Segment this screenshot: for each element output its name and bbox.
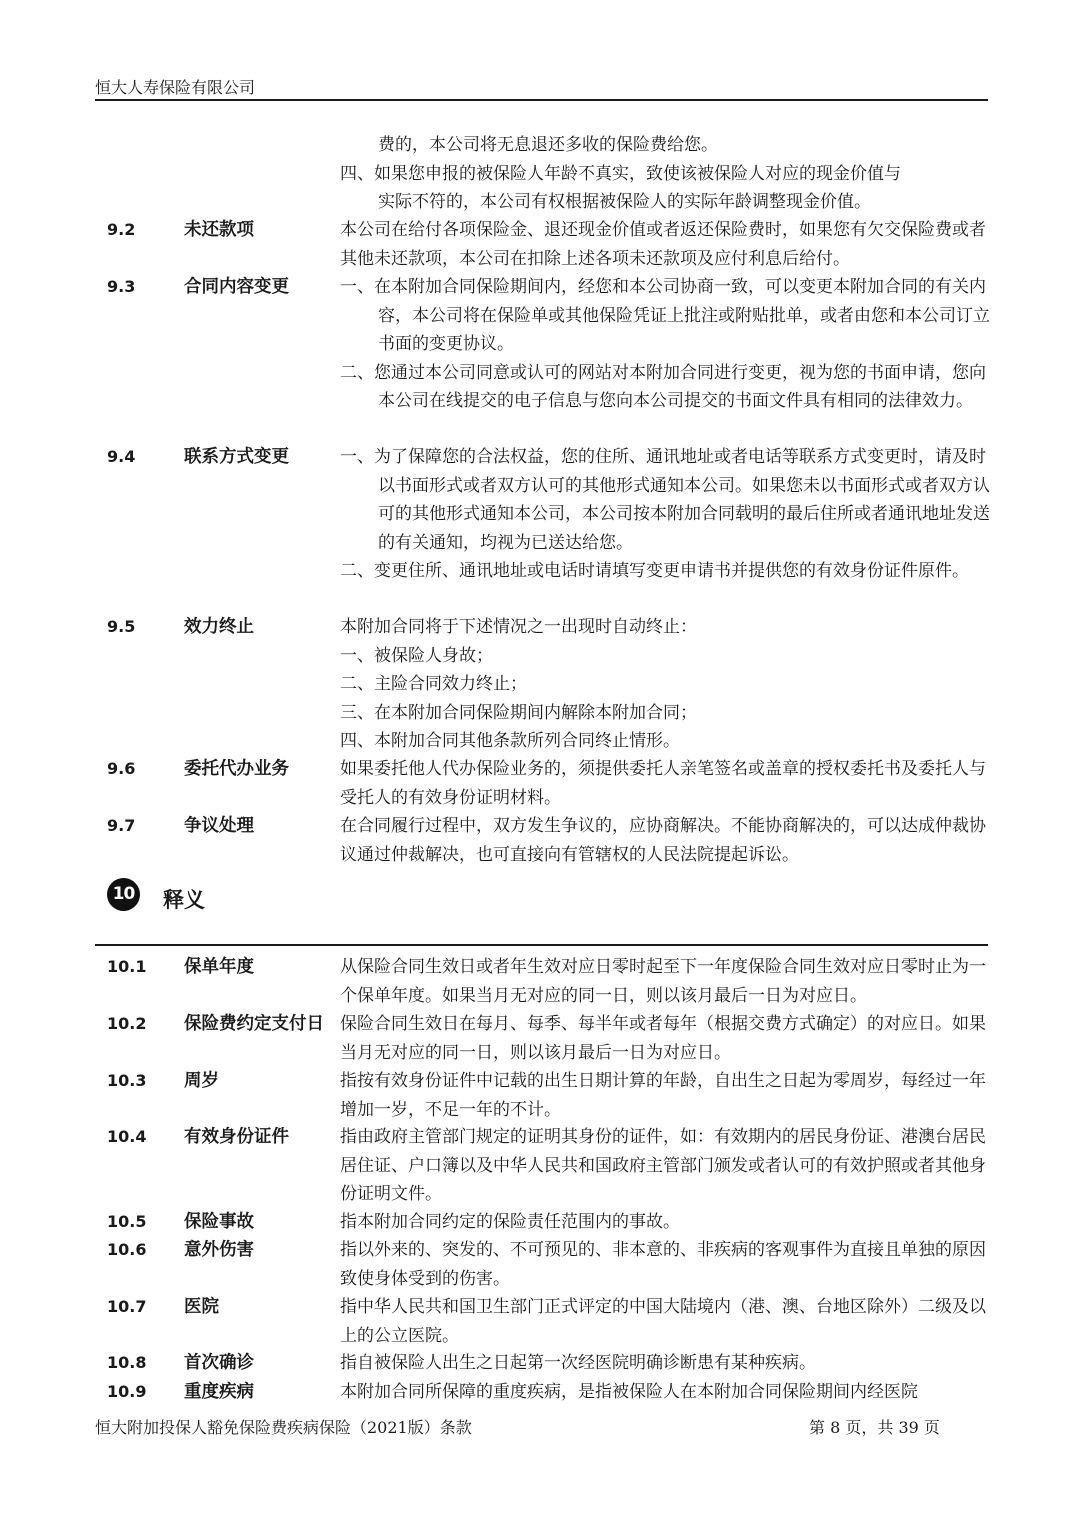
definition-number: 10.1 bbox=[107, 957, 147, 976]
continuation-item4-rest: 实际不符的，本公司有权根据被保险人的实际年龄调整现金价值。 bbox=[378, 192, 871, 212]
definition-number: 10.5 bbox=[107, 1212, 147, 1231]
clause-term: 未还款项 bbox=[184, 220, 254, 240]
definition-paragraph: 从保险合同生效日或者年生效对应日零时起至下一年度保险合同生效对应日零时止为一个保单年度。如果当月无对应的同一日，则以该月最后一日为对应日。 bbox=[340, 957, 986, 1006]
definition-term: 保险费约定支付日 bbox=[184, 1014, 324, 1034]
clause-number: 9.5 bbox=[107, 617, 136, 636]
section-title: 释义 bbox=[163, 888, 205, 912]
clause-term: 效力终止 bbox=[184, 617, 254, 637]
clause-paragraph: 一、在本附加合同保险期间内，经您和本公司协商一致，可以变更本附加合同的有关内容，本公司将在保险单或其他保险凭证上批注或附贴批单，或者由您和本公司订立书面的变更协议。 bbox=[340, 277, 990, 354]
clause-paragraph: 如果委托他人代办保险业务的，须提供委托人亲笔签名或盖章的授权委托书及委托人与受托人的有效身份证明材料。 bbox=[340, 759, 986, 808]
footer-document-title: 恒大附加投保人豁免保险费疾病保险（2021版）条款 bbox=[95, 1418, 472, 1437]
definition-number: 10.7 bbox=[107, 1297, 147, 1316]
definition-paragraph: 本附加合同所保障的重度疾病，是指被保险人在本附加合同保险期间内经医院 bbox=[340, 1382, 918, 1402]
clause-paragraph: 本公司在给付各项保险金、退还现金价值或者返还保险费时，如果您有欠交保险费或者其他未还款项，本公司在扣除上述各项未还款项及应付利息后给付。 bbox=[340, 220, 986, 269]
definition-term: 医院 bbox=[184, 1297, 219, 1317]
clause-paragraph: 二、主险合同效力终止； bbox=[340, 674, 527, 694]
page-header-company: 恒大人寿保险有限公司 bbox=[95, 78, 256, 97]
clause-term: 委托代办业务 bbox=[184, 759, 289, 779]
clause-number: 9.3 bbox=[107, 277, 136, 296]
definition-number: 10.6 bbox=[107, 1240, 147, 1259]
definition-term: 保单年度 bbox=[184, 957, 254, 977]
continuation-item4-first: 四、如果您申报的被保险人年龄不真实，致使该被保险人对应的现金价值与 bbox=[340, 163, 901, 184]
section-divider bbox=[95, 944, 988, 946]
clause-paragraph: 一、被保险人身故； bbox=[340, 645, 493, 666]
definition-paragraph: 指按有效身份证件中记载的出生日期计算的年龄，自出生之日起为零周岁，每经过一年增加一岁，不足一年的不计。 bbox=[340, 1071, 986, 1120]
definition-paragraph: 指由政府主管部门规定的证明其身份的证件，如：有效期内的居民身份证、港澳台居民居住证、户口簿以及中华人民共和国政府主管部门颁发或者认可的有效护照或者其他身份证明文件。 bbox=[340, 1127, 986, 1204]
definition-number: 10.3 bbox=[107, 1071, 147, 1090]
clause-term: 争议处理 bbox=[184, 816, 254, 836]
definition-paragraph: 指自被保险人出生之日起第一次经医院明确诊断患有某种疾病。 bbox=[340, 1353, 816, 1373]
clause-paragraph: 一、为了保障您的合法权益，您的住所、通讯地址或者电话等联系方式变更时，请及时以书面形式或者双方认可的其他形式通知本公司。如果您未以书面形式或者双方认可的其他形式通知本公司，本公司按本附加合同载明的最后住所或者通讯地址发送的有关通知，均视为已送达给您。 bbox=[340, 447, 990, 553]
definition-term: 重度疾病 bbox=[184, 1382, 254, 1402]
clause-number: 9.6 bbox=[107, 759, 136, 778]
definition-paragraph: 指中华人民共和国卫生部门正式评定的中国大陆境内（港、澳、台地区除外）二级及以上的公立医院。 bbox=[340, 1297, 986, 1346]
clause-paragraph: 在合同履行过程中，双方发生争议的，应协商解决。不能协商解决的，可以达成仲裁协议通过仲裁解决，也可直接向有管辖权的人民法院提起诉讼。 bbox=[340, 816, 986, 865]
definition-paragraph: 指本附加合同约定的保险责任范围内的事故。 bbox=[340, 1212, 680, 1232]
definition-number: 10.9 bbox=[107, 1382, 147, 1401]
clause-paragraph: 三、在本附加合同保险期间内解除本附加合同； bbox=[340, 702, 697, 723]
definition-term: 首次确诊 bbox=[184, 1353, 254, 1373]
definition-term: 保险事故 bbox=[184, 1212, 254, 1232]
clause-paragraph: 四、本附加合同其他条款所列合同终止情形。 bbox=[340, 731, 680, 751]
footer-page-number: 第 8 页，共 39 页 bbox=[809, 1418, 940, 1437]
definition-number: 10.4 bbox=[107, 1127, 147, 1146]
definition-term: 周岁 bbox=[184, 1071, 219, 1091]
section-number-circle-icon: 10 bbox=[107, 878, 140, 911]
continuation-line: 费的，本公司将无息退还多收的保险费给您。 bbox=[378, 135, 718, 155]
clause-number: 9.2 bbox=[107, 220, 136, 239]
definition-number: 10.8 bbox=[107, 1353, 147, 1372]
clause-number: 9.7 bbox=[107, 816, 136, 835]
definition-number: 10.2 bbox=[107, 1014, 147, 1033]
definition-term: 意外伤害 bbox=[184, 1240, 254, 1260]
header-divider bbox=[95, 99, 988, 101]
clause-term: 联系方式变更 bbox=[184, 447, 289, 467]
definition-term: 有效身份证件 bbox=[184, 1127, 289, 1147]
definition-paragraph: 指以外来的、突发的、不可预见的、非本意的、非疾病的客观事件为直接且单独的原因致使身体受到的伤害。 bbox=[340, 1240, 986, 1289]
continuation-item4 bbox=[340, 160, 980, 217]
clause-paragraph: 二、您通过本公司同意或认可的网站对本附加合同进行变更，视为您的书面申请，您向本公司在线提交的电子信息与您向本公司提交的书面文件具有相同的法律效力。 bbox=[340, 362, 986, 411]
definition-paragraph: 保险合同生效日在每月、每季、每半年或者每年（根据交费方式确定）的对应日。如果当月无对应的同一日，则以该月最后一日为对应日。 bbox=[340, 1014, 986, 1063]
clause-paragraph: 本附加合同将于下述情况之一出现时自动终止： bbox=[340, 617, 697, 637]
clause-paragraph: 二、变更住所、通讯地址或电话时请填写变更申请书并提供您的有效身份证件原件。 bbox=[340, 561, 969, 581]
clause-number: 9.4 bbox=[107, 447, 136, 466]
clause-term: 合同内容变更 bbox=[184, 277, 289, 297]
